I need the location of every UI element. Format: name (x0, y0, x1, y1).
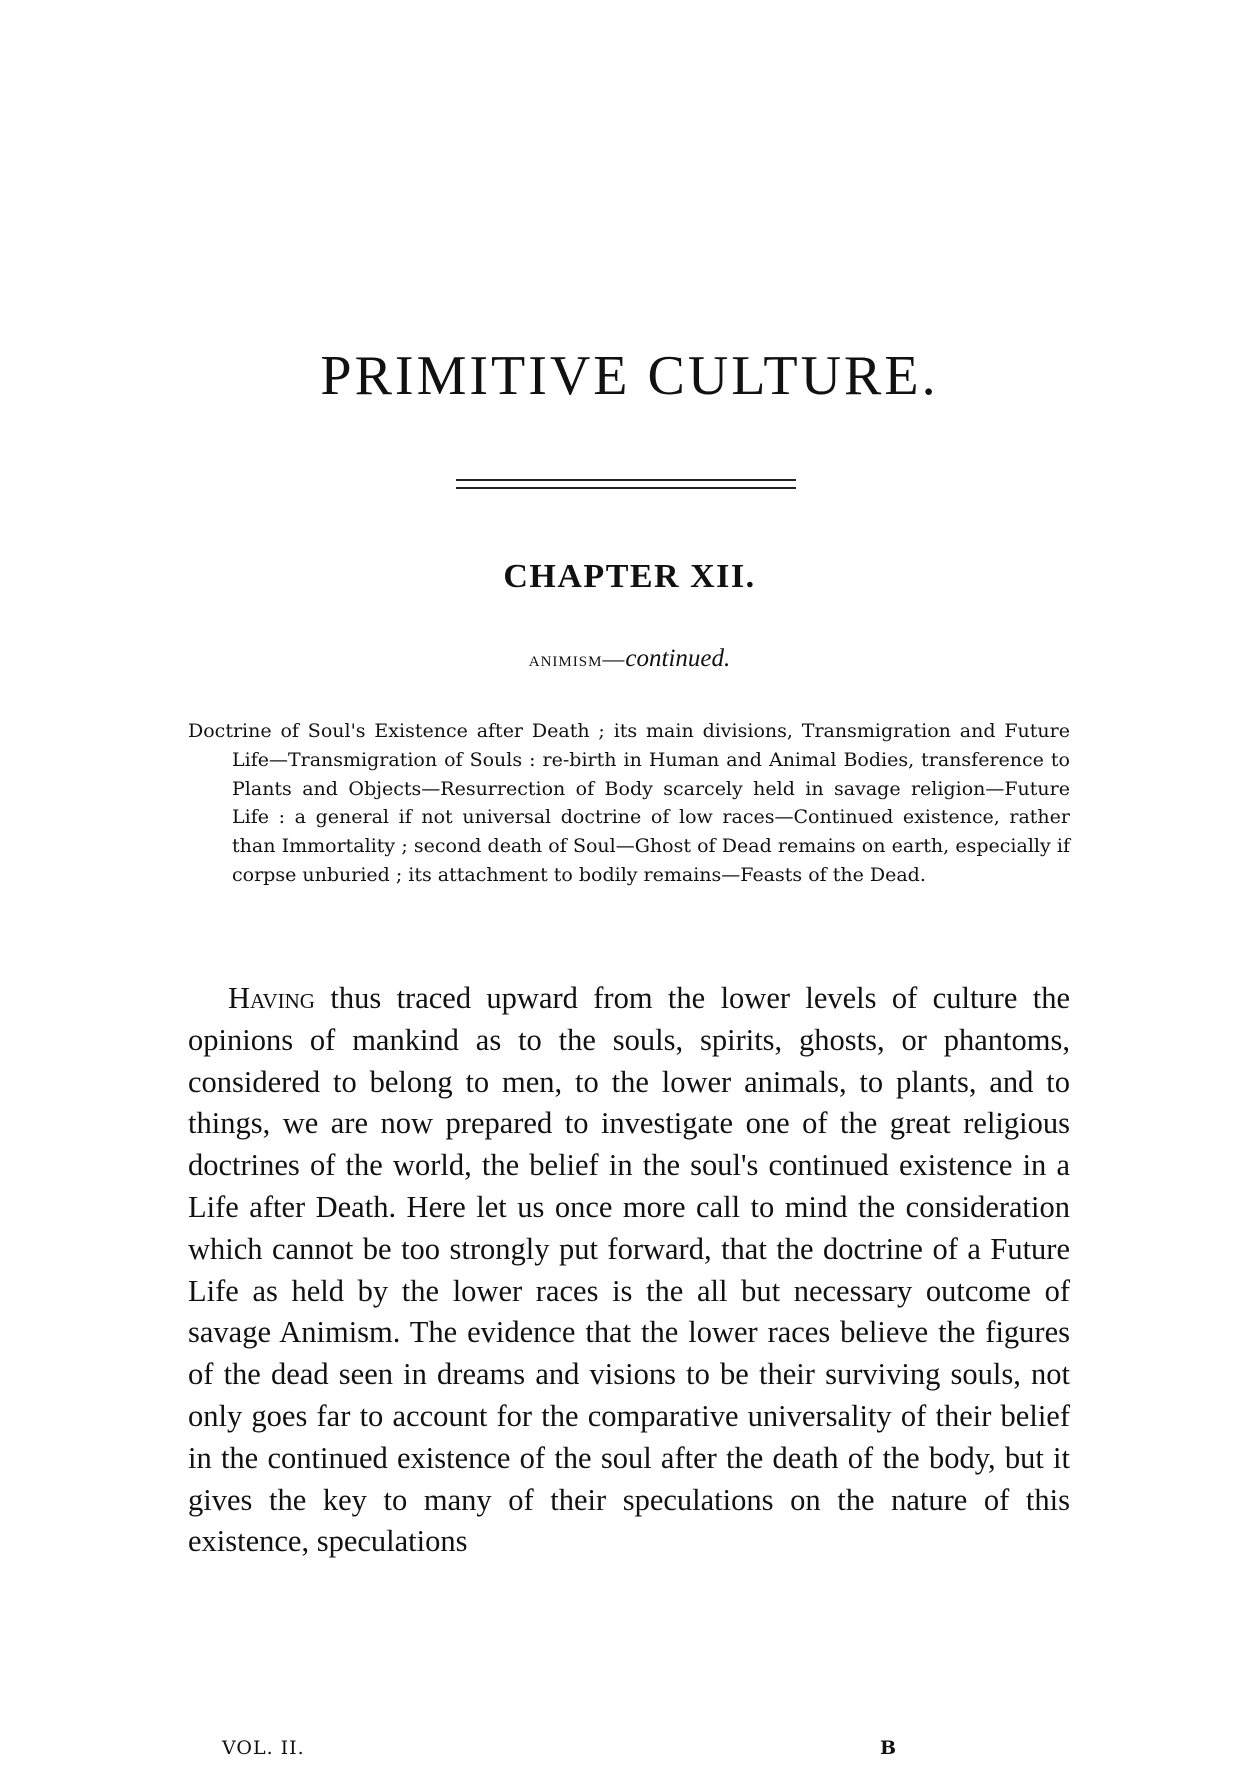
subtitle-animism: animism— (528, 646, 626, 671)
body-paragraph (188, 978, 1070, 1563)
title-rule-lower (456, 487, 796, 489)
body-text: thus traced upward from the lower levels of culture the opinions of mankind as to the souls, spirits, ghosts, or phantoms, considered to belong to men, to the lower animals, to plants, and to things, we are now prepared to investigate one of the great religious doctrines of the world, the belief in the soul's continued existence in a Life after Death. Here let us once more call to mind the consideration which cannot be too strongly put forward, that the doctrine of a Future Life as held by the lower races is the all but necessary outcome of savage Animism. The evidence that the lower races believe the figures of the dead seen in dreams and visions to be their surviving souls, not only goes far to account for the comparative universality of their belief in the continued existence of the soul after the death of the body, but it gives the key to many of their speculations on the nature of this existence, speculations (188, 981, 1070, 1559)
subtitle-continued: continued. (625, 645, 731, 672)
chapter-heading: CHAPTER XII. (503, 558, 756, 595)
title-rule-upper (456, 479, 796, 481)
body-lead-word: Having (228, 981, 315, 1015)
chapter-synopsis: Doctrine of Soul's Existence after Death ; its main divisions, Transmigration and Future Life—Transmigration of Souls : re-birth in Human and Animal Bodies, transference to Plants and Objects—Resurrection of Body scarcely held in savage religion—Future Life : a general if not universal doctrine of low races—Continued existence, rather than Immortality ; second death of Soul—Ghost of Dead remains on earth, especially if corpse unburied ; its attachment to bodily remains—Feasts of the Dead. (188, 720, 1070, 886)
chapter-subtitle (0, 646, 1259, 671)
book-title: PRIMITIVE CULTURE. (320, 345, 939, 407)
footer-volume: VOL. II. (222, 1737, 305, 1759)
footer-signature: B (880, 1737, 897, 1759)
